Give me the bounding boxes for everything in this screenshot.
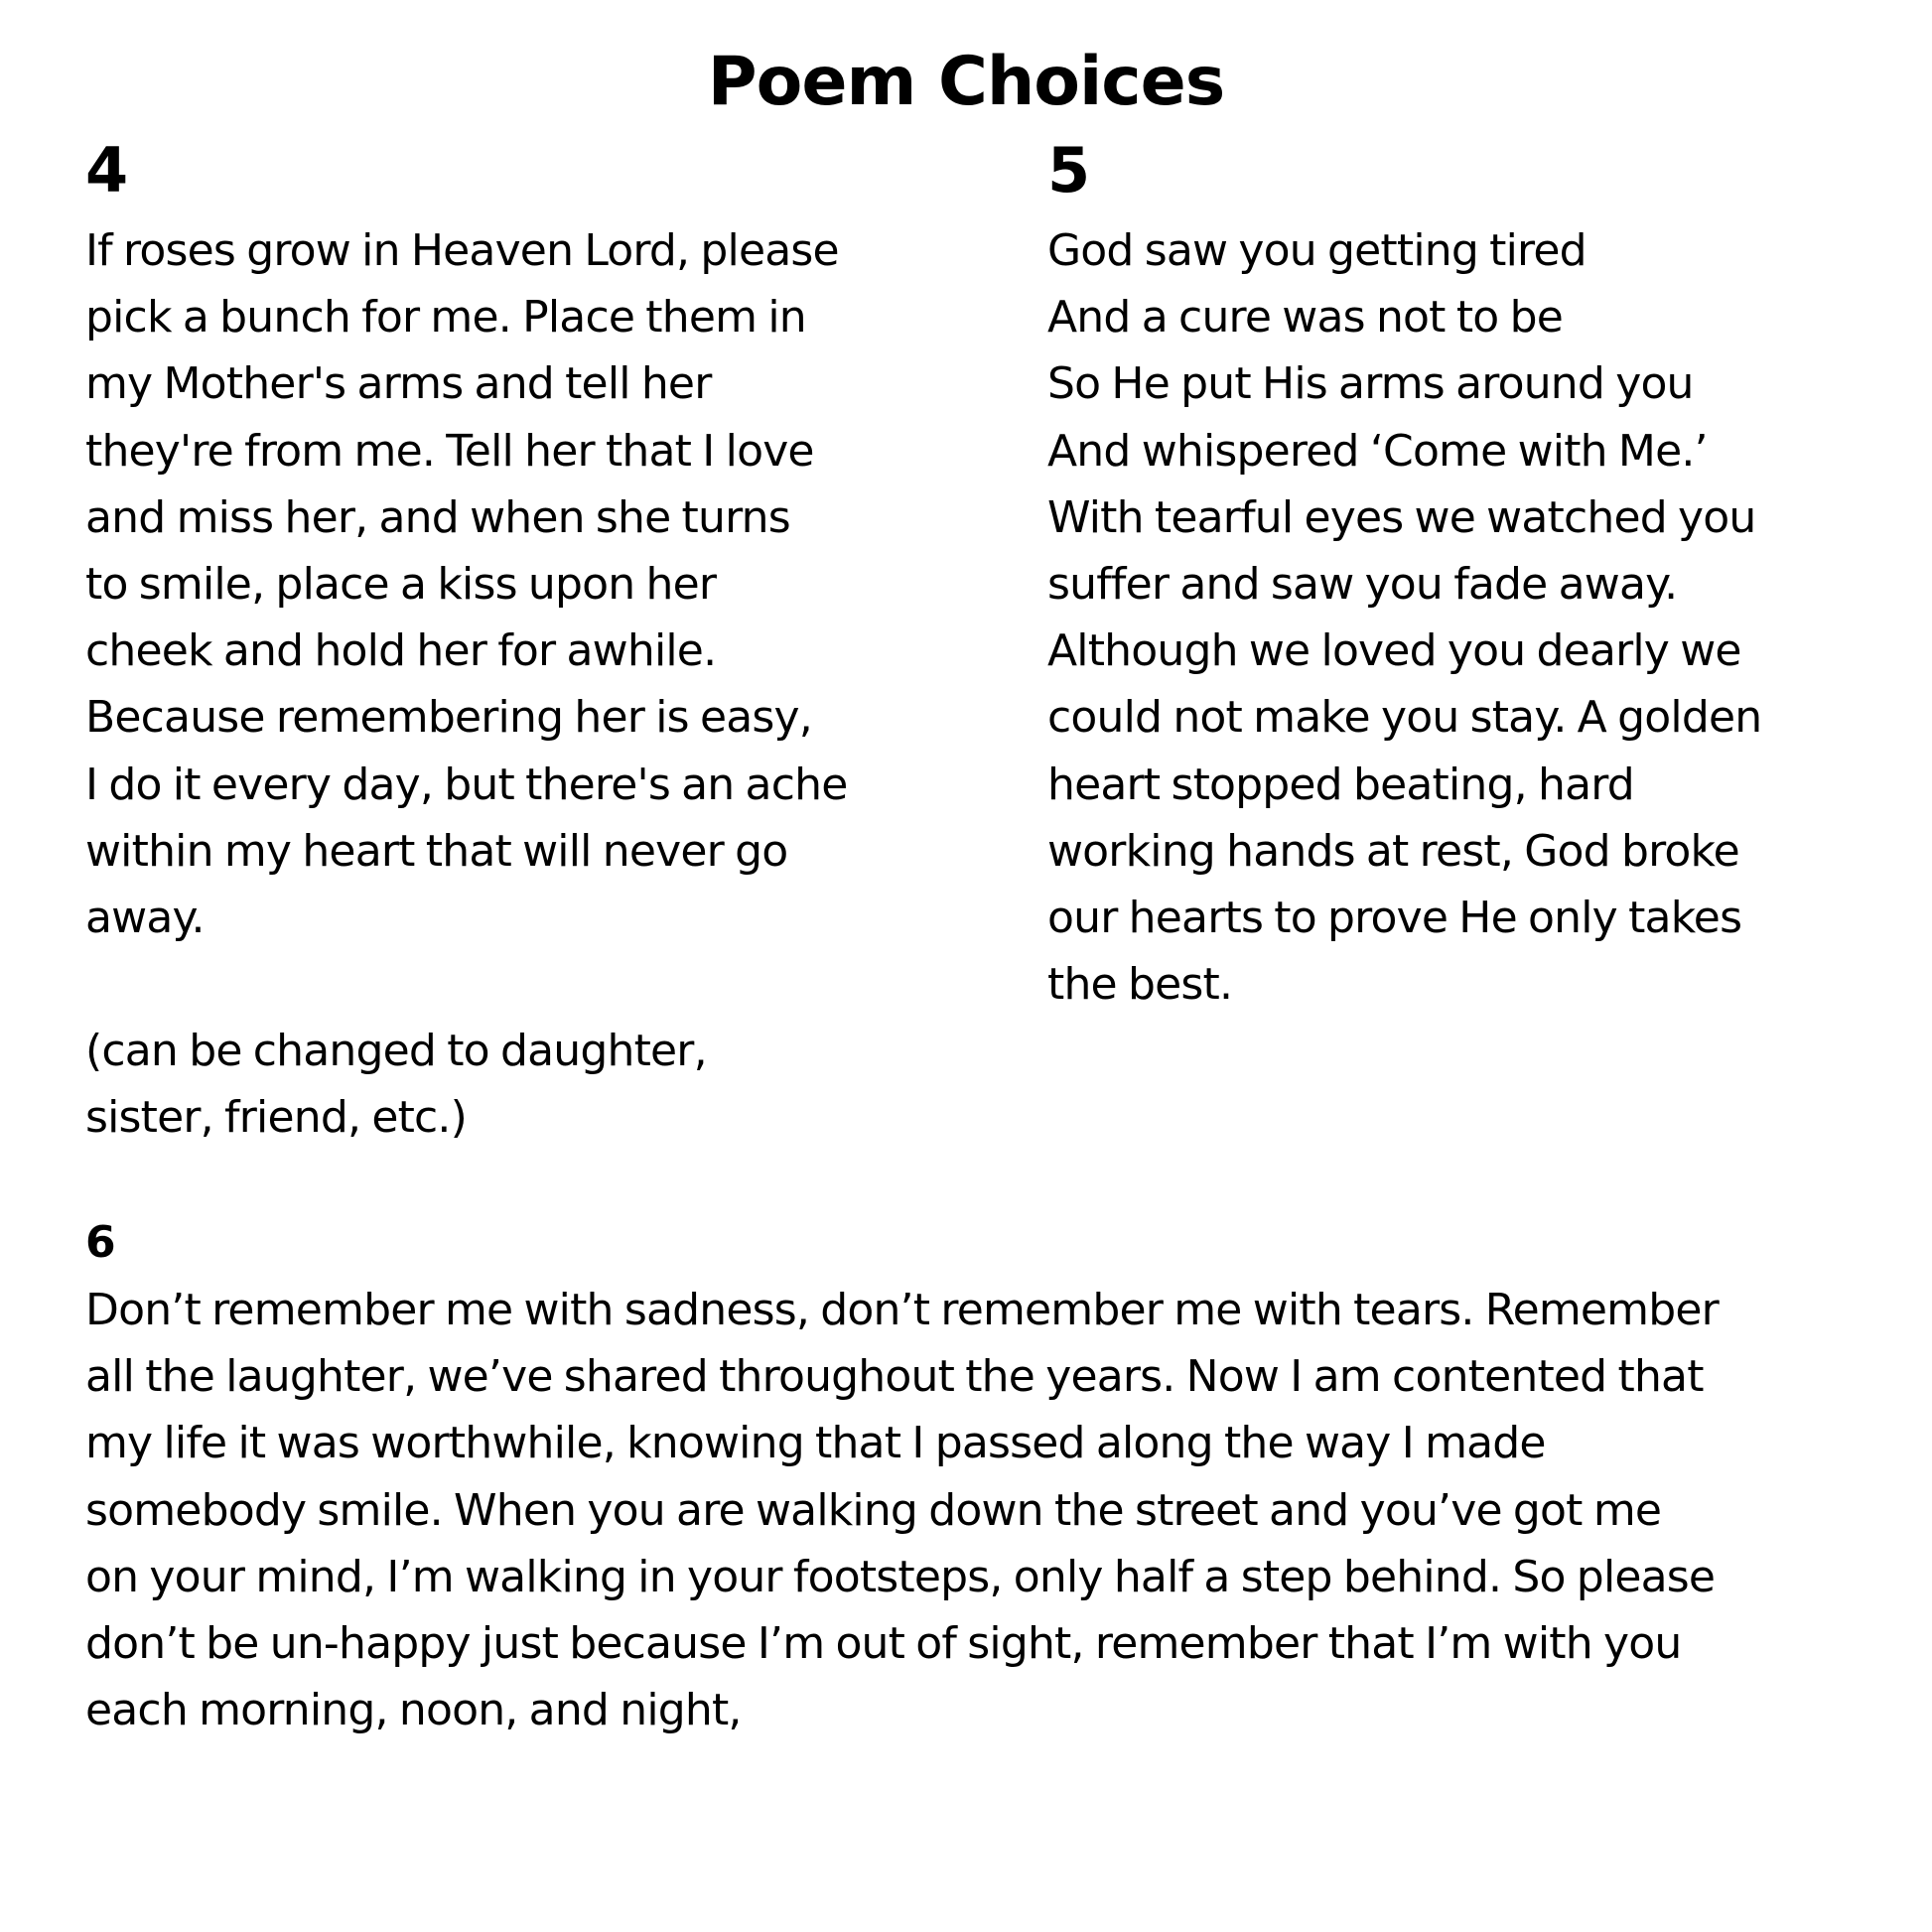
poem-5-line: working hands at rest, God broke <box>1047 825 1739 877</box>
poem-6-line: each morning, noon, and night, <box>85 1685 742 1736</box>
poem-5-number: 5 <box>1047 134 1091 207</box>
poem-4-line: to smile, place a kiss upon her <box>85 558 717 610</box>
poem-6-line: on your mind, I’m walking in your footsteps, only half a step behind. So please <box>85 1551 1716 1602</box>
page-title: Poem Choices <box>707 43 1225 121</box>
poem-4-note-line: sister, friend, etc.) <box>85 1092 467 1144</box>
poem-5-line: heart stopped beating, hard <box>1047 759 1634 810</box>
poem-4-note-line: (can be changed to daughter, <box>85 1026 707 1077</box>
poem-6-text <box>85 1277 1719 1743</box>
poem-4-number: 4 <box>85 134 129 207</box>
poem-4-blank-line <box>85 951 847 1018</box>
poem-5-line: God saw you getting tired <box>1047 225 1587 276</box>
poem-4-line: If roses grow in Heaven Lord, please <box>85 225 839 276</box>
poem-6-line: Don’t remember me with sadness, don’t remember me with tears. Remember <box>85 1285 1719 1335</box>
poem-4-line: they're from me. Tell her that I love <box>85 425 814 477</box>
poem-6-line: somebody smile. When you are walking down the street and you’ve got me <box>85 1484 1662 1536</box>
poem-4-line: pick a bunch for me. Place them in <box>85 292 806 344</box>
poem-5-line: With tearful eyes we watched you <box>1047 491 1756 543</box>
poem-4-line: away. <box>85 892 205 943</box>
poem-4-line: Because remembering her is easy, <box>85 692 812 744</box>
poem-5-line: our hearts to prove He only takes <box>1047 892 1742 943</box>
poem-5-line: So He put His arms around you <box>1047 358 1694 410</box>
poem-5-text <box>1047 217 1761 1018</box>
poem-4-line: within my heart that will never go <box>85 825 788 877</box>
poem-4-line: I do it every day, but there's an ache <box>85 759 848 810</box>
poem-4-text <box>85 217 847 1152</box>
poem-6-line: don’t be un-happy just because I’m out of sight, remember that I’m with you <box>85 1617 1682 1669</box>
poem-5-line: could not make you stay. A golden <box>1047 692 1762 744</box>
poem-6-number: 6 <box>85 1217 116 1268</box>
poem-6-line: my life it was worthwhile, knowing that I passed along the way I made <box>85 1418 1546 1469</box>
poem-6-line: all the laughter, we’ve shared throughout the years. Now I am contented that <box>85 1351 1704 1403</box>
poem-4-line: and miss her, and when she turns <box>85 491 790 543</box>
poem-4-line: cheek and hold her for awhile. <box>85 625 717 677</box>
poem-5-line: suffer and saw you fade away. <box>1047 558 1678 610</box>
poem-5-line: the best. <box>1047 959 1233 1011</box>
poem-4-line: my Mother's arms and tell her <box>85 358 712 410</box>
poem-5-line: And a cure was not to be <box>1047 292 1563 344</box>
poem-5-line: And whispered ‘Come with Me.’ <box>1047 425 1708 477</box>
poem-5-line: Although we loved you dearly we <box>1047 625 1741 677</box>
